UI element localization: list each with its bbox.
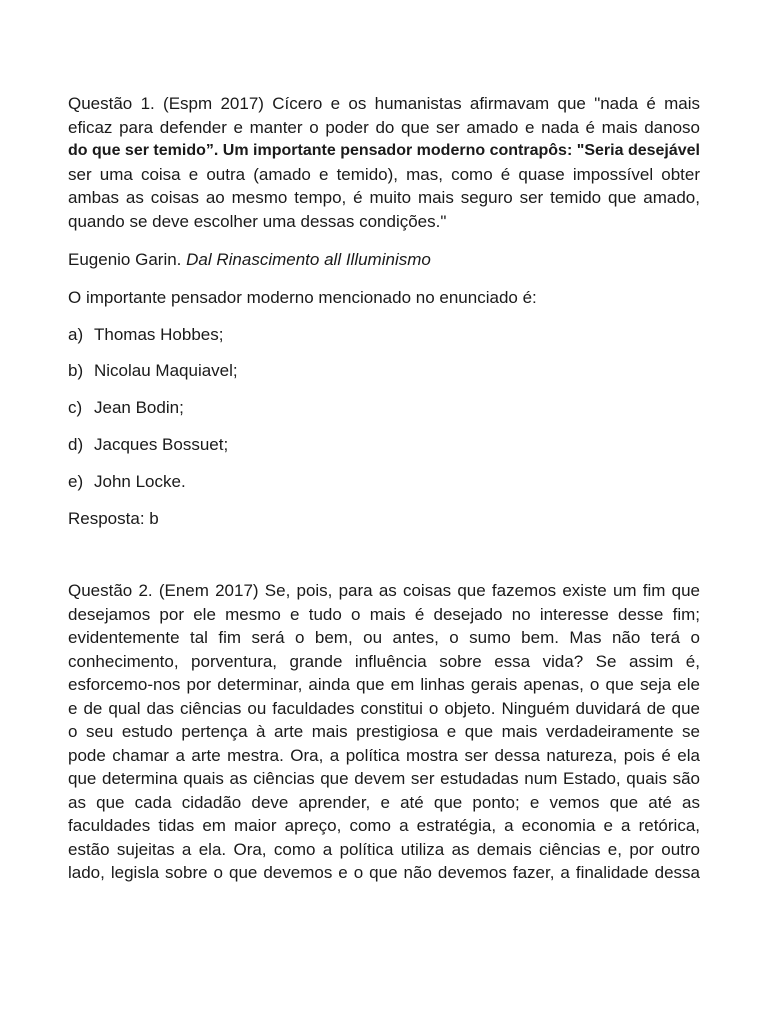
option-d xyxy=(68,433,228,456)
option-e xyxy=(68,470,186,493)
option-b xyxy=(68,359,238,382)
question-2-line: lado, legisla sobre o que devemos e o que não devemos fazer, a finalidade dessa xyxy=(68,863,700,882)
option-a xyxy=(68,323,223,346)
question-1-line: Questão 1. (Espm 2017) Cícero e os humanistas afirmavam que "nada é mais xyxy=(68,94,700,113)
question-2-line: Questão 2. (Enem 2017) Se, pois, para as coisas que fazemos existe um fim que xyxy=(68,581,700,600)
option-letter: e) xyxy=(68,472,84,491)
question-2-line: pode chamar a arte mestra. Ora, a política mostra ser dessa natureza, pois é ela xyxy=(68,745,700,765)
question-1-answer: Resposta: b xyxy=(68,509,159,528)
option-letter: d) xyxy=(68,435,84,454)
option-text: Nicolau Maquiavel; xyxy=(94,361,238,380)
question-2-line: esforcemo-nos por determinar, ainda que em linhas gerais apenas, o que seja ele xyxy=(68,675,700,694)
option-letter: c) xyxy=(68,398,83,417)
question-1-line: quando se deve escolher uma dessas condições." xyxy=(68,211,447,231)
option-letter: a) xyxy=(68,325,84,344)
question-2-line: desejamos por ele mesmo e tudo o mais é desejado no interesse desse fim; xyxy=(68,604,700,624)
option-letter: b) xyxy=(68,361,84,380)
question-2-line: as que cada cidadão deve aprender, e até que ponto; e vemos que até as xyxy=(68,792,700,812)
question-1-line: ambas as coisas ao mesmo tempo, é muito mais seguro ser temido que amado, xyxy=(68,188,700,207)
question-1-text xyxy=(68,92,700,233)
source-author: Eugenio Garin. xyxy=(68,250,182,269)
source-title: Dal Rinascimento all Illuminismo xyxy=(186,250,431,269)
option-text: Jacques Bossuet; xyxy=(94,435,229,454)
document-page xyxy=(68,0,700,1024)
question-2-line: que determina quais as ciências que devem ser estudadas num Estado, quais são xyxy=(68,769,700,788)
question-2-line: e de qual das ciências ou faculdades constitui o objeto. Ninguém duvidará de que xyxy=(68,698,700,718)
option-c xyxy=(68,396,184,419)
question-1-source xyxy=(68,248,431,271)
question-1-prompt: O importante pensador moderno mencionado no enunciado é: xyxy=(68,288,537,307)
question-1-line: eficaz para defender e manter o poder do que ser amado e nada é mais danoso xyxy=(68,117,700,137)
question-2-line: o seu estudo pertença à arte mais prestigiosa e que mais verdadeiramente se xyxy=(68,722,700,741)
option-text: John Locke. xyxy=(94,472,186,491)
question-2-line: conhecimento, porventura, grande influência sobre essa vida? Se assim é, xyxy=(68,651,700,671)
question-1-line: ser uma coisa e outra (amado e temido), mas, como é quase impossível obter xyxy=(68,164,700,184)
question-2-line: evidentemente tal fim será o bem, ou antes, o sumo bem. Mas não terá o xyxy=(68,628,700,647)
question-2-text xyxy=(68,579,700,885)
question-2-line: estão sujeitas a ela. Ora, como a política utiliza as demais ciências e, por outro xyxy=(68,839,700,859)
option-text: Thomas Hobbes; xyxy=(94,325,224,344)
question-2-line: faculdades tidas em maior apreço, como a estratégia, a economia e a retórica, xyxy=(68,816,700,835)
option-text: Jean Bodin; xyxy=(94,398,184,417)
question-1-line: do que ser temido”. Um importante pensador moderno contrapôs: "Seria desejável xyxy=(68,142,700,159)
